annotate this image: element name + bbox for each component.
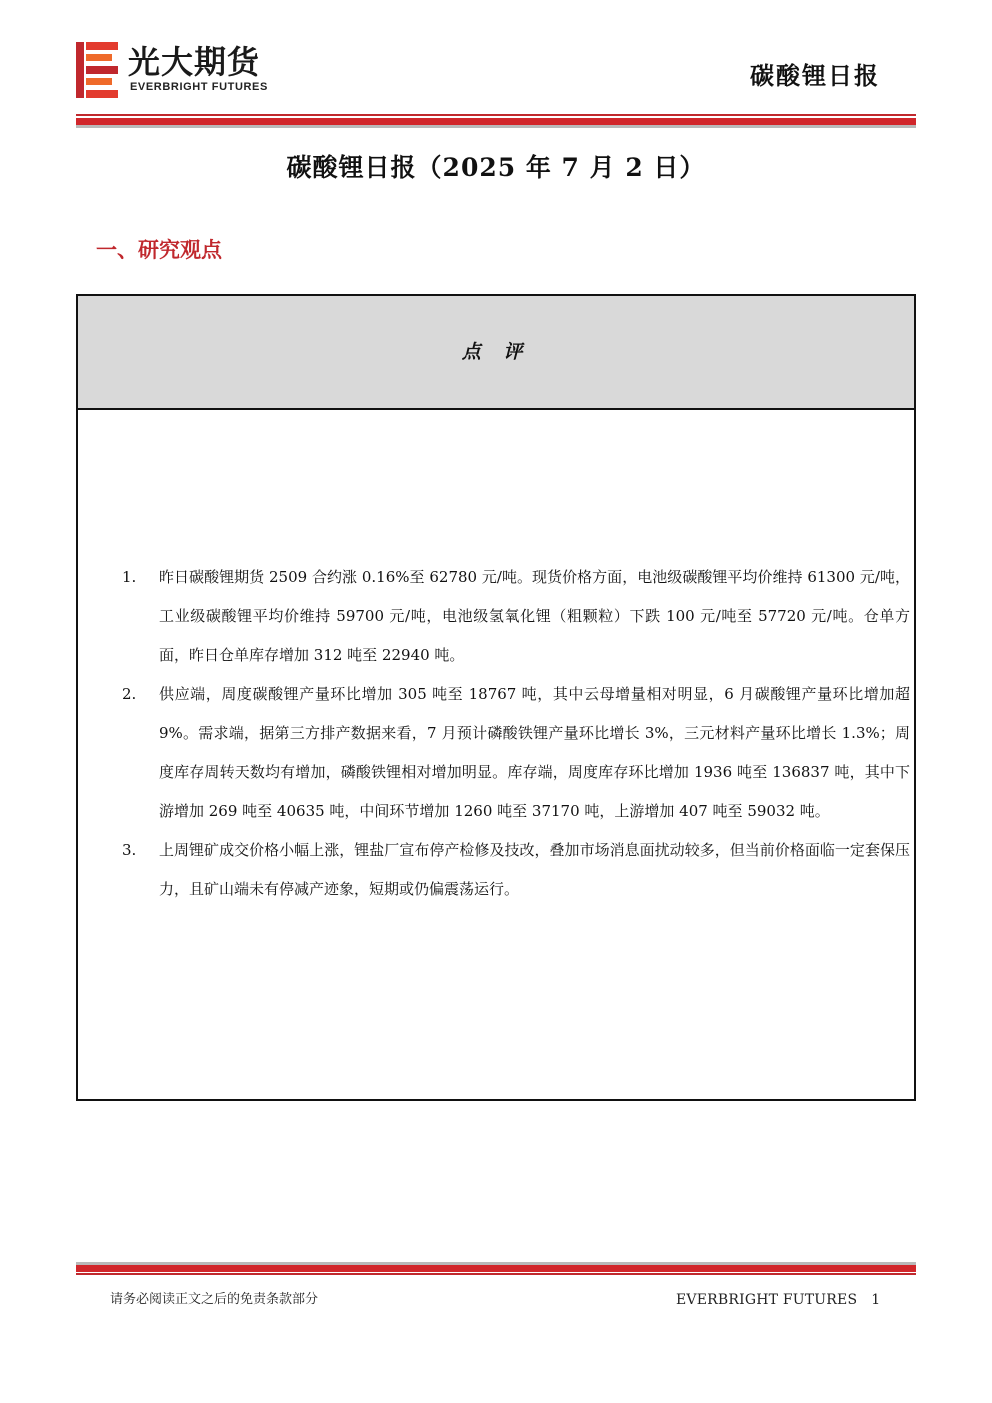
footer-brand: EVERBRIGHT FUTURES bbox=[676, 1292, 858, 1308]
review-points-list bbox=[122, 558, 910, 909]
report-type-label: 碳酸锂日报 bbox=[750, 61, 880, 90]
footer-divider-red bbox=[76, 1265, 916, 1272]
list-item bbox=[122, 675, 910, 831]
list-item-number: 1. bbox=[122, 568, 137, 586]
footer-divider-bottom bbox=[76, 1273, 916, 1275]
everbright-logo-icon bbox=[76, 42, 118, 98]
review-box-header bbox=[78, 296, 914, 410]
list-item bbox=[122, 558, 910, 675]
footer-disclaimer: 请务必阅读正文之后的免责条款部分 bbox=[110, 1292, 319, 1307]
review-heading: 点 评 bbox=[461, 341, 531, 363]
header-divider-red bbox=[76, 118, 916, 125]
page-title: 碳酸锂日报（2025 年 7 月 2 日） bbox=[286, 153, 706, 182]
list-item-text: 昨日碳酸锂期货 2509 合约涨 0.16%至 62780 元/吨。现货价格方面，电池级碳酸锂平均价维持 61300 元/吨，工业级碳酸锂平均价维持 59700 元/吨，电池级氢氧化锂（粗颗粒）下跌 100 元/吨至 57720 元/吨。仓单方面，昨日仓单库存增加 312 吨至 22940 吨。 bbox=[159, 568, 910, 664]
brand-name-en: EVERBRIGHT FUTURES bbox=[130, 81, 268, 93]
review-box bbox=[76, 294, 916, 1101]
brand-name-cn: 光大期货 bbox=[128, 43, 261, 81]
list-item bbox=[122, 831, 910, 909]
footer-brand-page bbox=[676, 1290, 880, 1310]
list-item-number: 2. bbox=[122, 685, 137, 703]
page-number: 1 bbox=[871, 1292, 881, 1308]
section-title: 一、研究观点 bbox=[96, 238, 222, 262]
list-item-number: 3. bbox=[122, 841, 137, 859]
list-item-text: 供应端，周度碳酸锂产量环比增加 305 吨至 18767 吨，其中云母增量相对明显，6 月碳酸锂产量环比增加超 9%。需求端，据第三方排产数据来看，7 月预计磷酸铁锂产量环比增长 3%，三元材料产量环比增长 1.3%；周度库存周转天数均有增加，磷酸铁锂相对增加明显。库存端，周度库存环比增加 1936 吨至 136837 吨，其中下游增加 269 吨至 40635 吨，中间环节增加 1260 吨至 37170 吨，上游增加 407 吨至 59032 吨。 bbox=[159, 685, 910, 820]
header-divider-top bbox=[76, 114, 916, 116]
list-item-text: 上周锂矿成交价格小幅上涨，锂盐厂宣布停产检修及技改，叠加市场消息面扰动较多，但当前价格面临一定套保压力，且矿山端未有停减产迹象，短期或仍偏震荡运行。 bbox=[159, 841, 910, 898]
header-divider-gray bbox=[76, 125, 916, 128]
